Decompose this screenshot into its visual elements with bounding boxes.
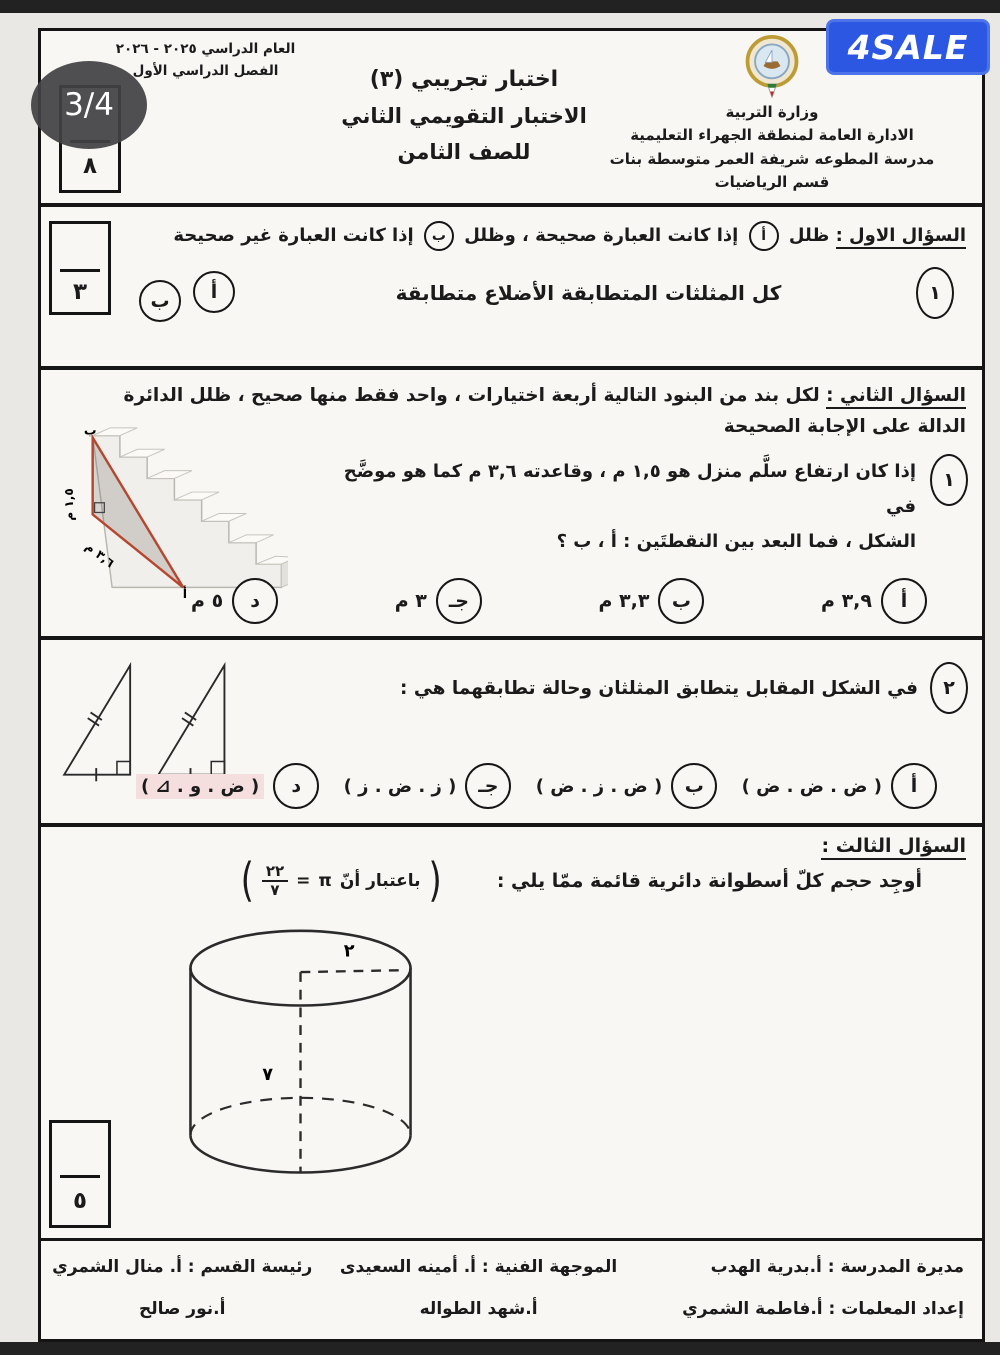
stairs-height-label: ١,٥ م [62,488,77,521]
exam-title-line2: الاختبار التقويمي الثاني [341,104,587,128]
inline-option-a-circle: أ [749,221,779,251]
paren-close: ( [240,854,254,908]
question1-instruction-part2: إذا كانت العبارة صحيحة ، وظلل [464,225,739,246]
header-section [41,27,982,203]
question3-mark-value: ٥ [72,1188,88,1215]
stairs-figure [53,422,288,602]
equals-sign: = [296,871,311,891]
district-line: الادارة العامة لمنطقة الجهراء التعليمية [630,126,914,145]
choice-a-bubble[interactable]: أ [891,763,937,809]
footer-row1 [41,1241,982,1277]
choice-d [136,763,319,809]
choice-a-text: ٣,٩ م [821,590,872,612]
watermark-badge [826,19,990,75]
question2-label: السؤال الثاني : [826,385,966,409]
choice-d [191,578,278,624]
question2-instruction-line2: الدالة على الإجابة الصحيحة [723,416,966,438]
question2-item2-section [41,636,982,823]
choice-a [742,763,937,809]
question1-label: السؤال الاول : [836,225,966,249]
choice-b-text: ٣,٣ م [598,590,650,612]
choice-c-text: ( ز . ض . ز ) [343,775,457,797]
question2-item2 [308,662,968,714]
question3-section [41,823,982,1238]
question1-instruction-part1: ظلل [788,225,830,246]
choice-a-text: ( ض . ض . ض ) [741,775,882,797]
exam-page [38,28,985,1342]
choice-b [598,578,704,624]
paren-open: ) [428,854,442,908]
choice-b-bubble[interactable]: ب [671,763,717,809]
page-indicator-text: 3/4 [64,87,114,123]
choice-c-text: ٣ م [394,590,427,612]
item1-statement: كل المثلثات المتطابقة الأضلاع متطابقة [395,281,782,305]
question1-heading [41,207,982,251]
option-a-bubble[interactable]: أ [193,271,235,313]
teacher-name-2: أ.شهد الطواله [419,1299,538,1319]
department-head-name: رئيسة القسم : أ. منال الشمري [52,1257,313,1277]
pi-note-text: باعتبار أنّ [339,871,421,891]
fraction-denominator: ٧ [270,881,280,899]
exam-title-line1: اختبار تجريبي (٣) [369,67,559,92]
choice-d-bubble[interactable]: د [273,763,319,809]
stairs-base-label: ٣,٦ م [82,539,117,571]
question3-heading [41,827,982,857]
choice-d-bubble[interactable]: د [232,578,278,624]
pi-fraction [262,863,288,900]
question3-label: السؤال الثالث : [821,835,966,860]
item-number-circle: ٢ [930,662,968,714]
option-b-bubble[interactable]: ب [139,280,181,322]
item1-text-line2: الشكل ، فما البعد بين النقطتَين : أ ، ب ؟ [556,531,916,553]
question2-instruction: لكل بند من البنود التالية أربعة اختيارات ، واحد فقط منها صحيح ، ظلل الدائرة [123,385,820,406]
footer-section [41,1238,982,1344]
ministry-line: وزارة التربية [725,103,819,121]
principal-name: مديرة المدرسة : أ.بدرية الهدب [710,1257,964,1277]
cylinder-height-label: ٧ [262,1065,273,1086]
fraction-numerator: ٢٢ [262,863,288,882]
teacher-name-1: إعداد المعلمات : أ.فاطمة الشمري [682,1299,964,1319]
question3-task-text: أوجِد حجم كلّ أسطوانة دائرية قائمة ممّا يلي : [496,870,922,892]
pi-symbol: π [318,871,332,891]
stairs-label-top: ب [83,422,97,438]
question3-task-row [41,854,982,908]
cylinder-radius-label: ٢ [343,941,355,962]
question1-section [41,203,982,366]
choice-a-bubble[interactable]: أ [881,578,927,624]
question3-mark-box [49,1120,111,1228]
question1-mark-box [49,221,111,315]
true-false-options [139,271,235,313]
choice-a [821,578,927,624]
school-year-line: العام الدراسي ٢٠٢٥ - ٢٠٢٦ [115,41,296,57]
exam-title-block [299,67,629,164]
choice-c-bubble[interactable]: جـ [465,763,511,809]
supervisor-name: الموجهة الفنية : أ. أمينه السعيدى [339,1257,618,1277]
choice-d-text: ٥ م [191,590,224,612]
choice-c [395,578,482,624]
question1-mark-value: ٣ [72,278,88,305]
item2-text: في الشكل المقابل يتطابق المثلثان وحالة تطابقهما هي : [400,677,918,699]
kuwait-emblem-icon [739,35,805,99]
choice-d-text: ( ض . و . ⊿ ) [136,774,264,799]
inline-option-b-circle: ب [424,221,454,251]
watermark-text: 4SALE [847,27,969,67]
pi-note [240,854,442,908]
question1-instruction-part3: إذا كانت العبارة غير صحيحة [173,225,414,246]
item1-choices-row [191,578,927,624]
total-mark-value: ٨ [82,153,98,180]
choice-b-text: ( ض . ز . ض ) [535,775,663,797]
item1-text-line1: إذا كان ارتفاع سلَّم منزل هو ١,٥ م ، وقاعدته ٣,٦ م كما هو موضَّح في [343,461,916,518]
photo-edge-bottom [0,1342,1000,1355]
stairs-label-bottom: أ [182,586,188,602]
item1-number-circle: ١ [916,267,954,319]
choice-b-bubble[interactable]: ب [658,578,704,624]
item-number-circle: ١ [930,454,968,506]
question2-section [41,366,982,636]
cylinder-figure [153,921,448,1201]
school-line: مدرسة المطوعه شريفة العمر متوسطة بنات [609,149,935,168]
choice-c [344,763,512,809]
page-indicator-badge [31,61,147,149]
photo-edge-top [0,0,1000,13]
exam-title-line3: للصف الثامن [397,140,531,164]
school-year-block [103,39,308,82]
choice-c-bubble[interactable]: جـ [436,578,482,624]
department-line: قسم الرياضيات [714,172,830,191]
teacher-name-3: أ.نور صالح [138,1299,226,1319]
choice-b [536,763,718,809]
item2-choices-row [136,763,937,809]
question2-item1 [328,454,968,559]
semester-line: الفصل الدراسي الأول [132,62,279,79]
footer-row2 [41,1277,982,1319]
